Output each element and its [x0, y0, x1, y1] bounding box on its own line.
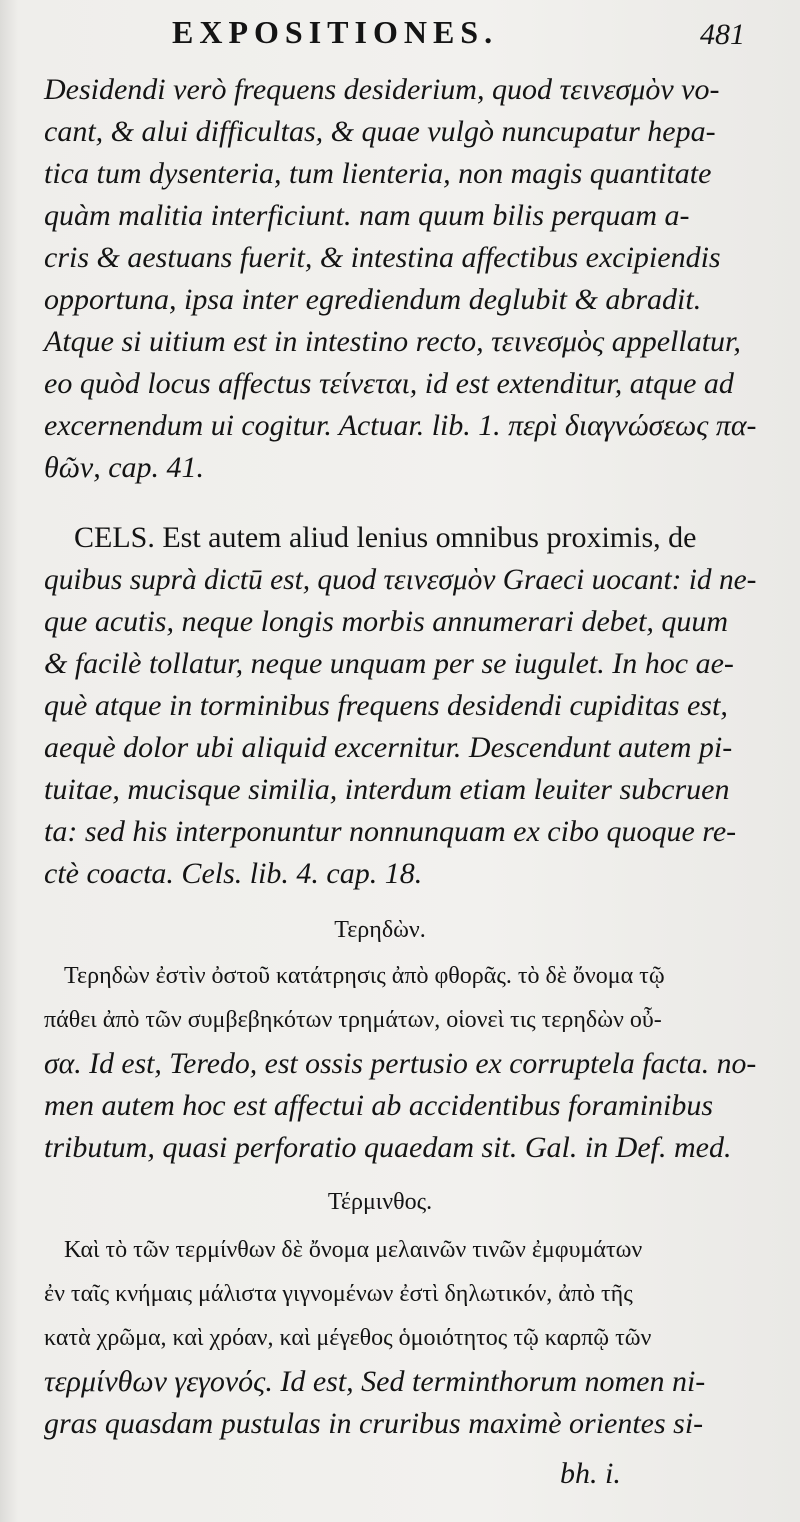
paragraph-start-line: CELS. Est autem aliud lenius omnibus proximis, de	[74, 521, 697, 554]
text-line: què atque in torminibus frequens desidendi cupiditas est,	[44, 689, 728, 722]
text-line: Atque si uitium est in intestino recto, τεινεσμὸς appellatur,	[44, 325, 741, 358]
greek-line: Καὶ τὸ τῶν τερμίνθων δὲ ὄνομα μελαινῶν τινῶν ἐμφυμάτων	[64, 1237, 643, 1263]
text-line: σα. Id est, Teredo, est ossis pertusio ex corruptela facta. no-	[44, 1047, 757, 1080]
page-header	[0, 14, 800, 54]
text-line: opportuna, ipsa inter egrediendum deglubit & abradit.	[44, 283, 702, 316]
text-line: eo quòd locus affectus τείνεται, id est extenditur, atque ad	[44, 367, 734, 400]
page-number: 481	[700, 18, 745, 51]
text-line: tributum, quasi perforatio quaedam sit. Gal. in Def. med.	[44, 1131, 732, 1164]
signature-mark: bh. i.	[560, 1457, 621, 1490]
text-line: aequè dolor ubi aliquid excernitur. Descendunt autem pi-	[44, 731, 733, 764]
greek-heading-teredon: Τερηδὼν.	[334, 917, 426, 943]
greek-heading-terminthos: Τέρμινθος.	[327, 1189, 433, 1215]
text-line: ctè coacta. Cels. lib. 4. cap. 18.	[44, 857, 423, 890]
text-line: gras quasdam pustulas in cruribus maximè orientes si-	[44, 1407, 704, 1440]
greek-line: Τερηδὼν ἐστὶν ὀστοῦ κατάτρησις ἀπὸ φθορᾶς. τὸ δὲ ὄνομα τῷ	[64, 963, 665, 989]
text-line: tica tum dysenteria, tum lienteria, non magis quantitate	[44, 157, 712, 190]
text-line: & facilè tollatur, neque unquam per se iugulet. In hoc ae-	[44, 647, 734, 680]
text-line: θῶν, cap. 41.	[44, 451, 205, 484]
text-line: que acutis, neque longis morbis annumerari debet, quum	[44, 605, 729, 638]
text-line: Desidendi verò frequens desiderium, quod τεινεσμὸν vo-	[44, 73, 720, 106]
greek-line: ἐν ταῖς κνήμαις μάλιστα γιγνομένων ἐστὶ δηλωτικόν, ἀπὸ τῆς	[44, 1281, 633, 1307]
greek-line: κατὰ χρῶμα, καὶ χρόαν, καὶ μέγεθος ὁμοιότητος τῷ καρπῷ τῶν	[44, 1325, 652, 1351]
running-title: EXPOSITIONES.	[172, 14, 499, 50]
text-line: τερμίνθων γεγονός. Id est, Sed terminthorum nomen ni-	[44, 1365, 706, 1398]
text-line: tuitae, mucisque similia, interdum etiam leuiter subcruen	[44, 773, 730, 806]
text-line: cant, & alui difficultas, & quae vulgò nuncupatur hepa-	[44, 115, 716, 148]
text-line: excernendum ui cogitur. Actuar. lib. 1. περὶ διαγνώσεως πα-	[44, 409, 757, 442]
text-line: quàm malitia interficiunt. nam quum bilis perquam a-	[44, 199, 690, 232]
greek-line: πάθει ἀπὸ τῶν συμβεβηκότων τρημάτων, οἱονεὶ τις τερηδὼν οὖ-	[44, 1007, 662, 1033]
text-line: ta: sed his interponuntur nonnunquam ex cibo quoque re-	[44, 815, 737, 848]
text-line: cris & aestuans fuerit, & intestina affectibus excipiendis	[44, 241, 721, 274]
text-line: quibus suprà dictū est, quod τεινεσμὸν Graeci uocant: id ne-	[44, 563, 757, 596]
text-line: men autem hoc est affectui ab accidentibus foraminibus	[44, 1089, 714, 1122]
